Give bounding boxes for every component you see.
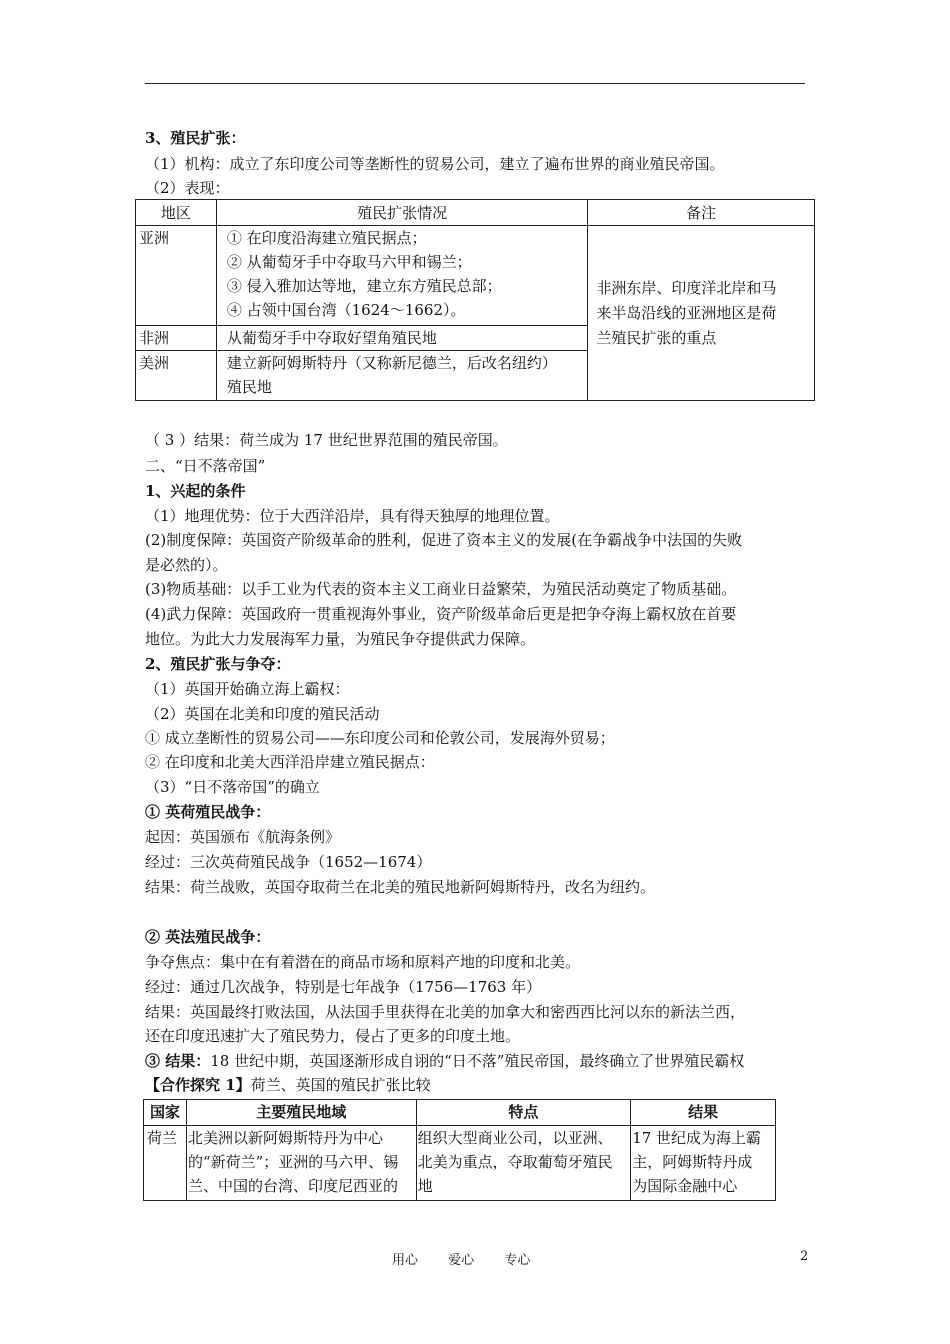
list-item: ④ 占领中国台湾（1624～1662）。 <box>226 301 466 319</box>
paragraph: ② 在印度和北美大西洋沿岸建立殖民据点： <box>145 753 435 771</box>
table-header: 殖民扩张情况 <box>216 200 587 226</box>
paragraph: ① 成立垄断性的贸易公司——东印度公司和伦敦公司，发展海外贸易； <box>145 729 615 747</box>
paragraph: （1）英国开始确立海上霸权： <box>145 680 350 698</box>
paragraph: 经过：三次英荷殖民战争（1652—1674） <box>145 853 432 871</box>
region-cell: 亚洲 <box>136 226 217 326</box>
cell-line: 兰、中国的台湾、印度尼西亚的 <box>187 1177 398 1195</box>
list-item: ② 从葡萄牙手中夺取马六甲和锡兰； <box>226 253 472 271</box>
cell-line: 北美为重点，夺取葡萄牙殖民 <box>417 1153 613 1171</box>
paragraph: (2)制度保障：英国资产阶级革命的胜利，促进了资本主义的发展(在争霸战争中法国的失败 <box>145 531 743 549</box>
paragraph: （ 3 ）结果：荷兰成为 17 世纪世界范围的殖民帝国。 <box>145 431 508 449</box>
coop-label: 【合作探究 1】 <box>145 1076 251 1094</box>
cell-line: 地 <box>417 1177 433 1195</box>
footer-item: 专心 <box>504 1253 531 1268</box>
list-item: ③ 侵入雅加达等地，建立东方殖民总部； <box>226 277 502 295</box>
paragraph: 是必然的）。 <box>145 556 228 574</box>
expansion-cell <box>216 351 587 401</box>
paragraph <box>145 1075 431 1095</box>
note-cell <box>588 226 815 401</box>
paragraph: （2）英国在北美和印度的殖民活动 <box>145 705 380 723</box>
paragraph: （1）机构：成立了东印度公司等垄断性的贸易公司，建立了遍布世界的商业殖民帝国。 <box>145 155 725 173</box>
comparison-table <box>143 1099 776 1201</box>
paragraph: (4)武力保障：英国政府一贯重视海外事业，资产阶级革命后更是把争夺海上霸权放在首要 <box>145 605 737 623</box>
table-header: 备注 <box>588 200 815 226</box>
subsection-title: ① 英荷殖民战争： <box>145 803 271 821</box>
subsection-title: ② 英法殖民战争： <box>145 928 271 946</box>
table-cell <box>416 1126 631 1201</box>
cell-line: 主，阿姆斯特丹成 <box>632 1153 753 1171</box>
cell-line: 的“新荷兰”；亚洲的马六甲、锡 <box>187 1153 399 1171</box>
paragraph: （2）表现： <box>145 179 230 197</box>
header-rule <box>145 83 805 84</box>
note-line: 非洲东岸、印度洋北岸和马 <box>596 278 777 297</box>
cell-line: 北美洲以新阿姆斯特丹为中心 <box>187 1129 383 1147</box>
paragraph: 地位。为此大力发展海军力量，为殖民争夺提供武力保障。 <box>145 630 536 648</box>
note-line: 兰殖民扩张的重点 <box>596 328 717 347</box>
page-number: 2 <box>800 1249 809 1264</box>
result-text: 18 世纪中期，英国逐渐形成自诩的“日不落”殖民帝国，最终确立了世界殖民霸权 <box>210 1052 745 1070</box>
footer-item: 爱心 <box>448 1253 475 1268</box>
table-header: 国家 <box>144 1100 187 1126</box>
paragraph: (3)物质基础：以手工业为代表的资本主义工商业日益繁荣，为殖民活动奠定了物质基础。 <box>145 580 737 598</box>
section-heading: 3、殖民扩张： <box>145 129 246 147</box>
cell-line: 组织大型商业公司，以亚洲、 <box>417 1129 613 1147</box>
footer-motto <box>392 1249 556 1268</box>
section-title: 二、“日不落帝国” <box>145 457 266 475</box>
paragraph: 经过：通过几次战争，特别是七年战争（1756—1763 年） <box>145 978 542 996</box>
paragraph: 争夺焦点：集中在有着潜在的商品市场和原料产地的印度和北美。 <box>145 953 581 971</box>
region-cell: 非洲 <box>136 326 217 351</box>
paragraph: 结果：荷兰战败，英国夺取荷兰在北美的殖民地新阿姆斯特丹，改名为纽约。 <box>145 878 656 896</box>
table-cell: 荷兰 <box>144 1126 187 1201</box>
paragraph: （1）地理优势：位于大西洋沿岸，具有得天独厚的地理位置。 <box>145 507 560 525</box>
list-item: ① 在印度沿海建立殖民据点； <box>226 229 427 247</box>
table-header: 特点 <box>416 1100 631 1126</box>
table-header: 主要殖民地域 <box>186 1100 416 1126</box>
region-cell: 美洲 <box>136 351 217 401</box>
dutch-expansion-table <box>135 199 815 401</box>
paragraph: 起因：英国颁布《航海条例》 <box>145 828 341 846</box>
paragraph: （3）“日不落帝国”的确立 <box>145 778 320 796</box>
paragraph <box>145 1051 744 1071</box>
cell-line: 殖民地 <box>226 378 272 396</box>
section-heading: 1、兴起的条件 <box>145 482 246 500</box>
paragraph: 还在印度迅速扩大了殖民势力，侵占了更多的印度土地。 <box>145 1027 521 1045</box>
footer-item: 用心 <box>392 1253 419 1268</box>
expansion-cell <box>216 226 587 326</box>
cell-line: 17 世纪成为海上霸 <box>632 1129 762 1147</box>
section-heading: 2、殖民扩张与争夺： <box>145 655 291 673</box>
table-header: 结果 <box>631 1100 776 1126</box>
table-cell <box>631 1126 776 1201</box>
paragraph: 结果：英国最终打败法国，从法国手里获得在北美的加拿大和密西西比河以东的新法兰西， <box>145 1003 746 1021</box>
result-label: ③ 结果： <box>145 1052 211 1070</box>
cell-line: 为国际金融中心 <box>632 1177 738 1195</box>
note-line: 来半岛沿线的亚洲地区是荷 <box>596 303 777 322</box>
table-header: 地区 <box>136 200 217 226</box>
table-cell <box>186 1126 416 1201</box>
coop-text: 荷兰、英国的殖民扩张比较 <box>250 1076 431 1094</box>
expansion-cell: 从葡萄牙手中夺取好望角殖民地 <box>216 326 587 351</box>
cell-line: 建立新阿姆斯特丹（又称新尼德兰，后改名纽约） <box>226 354 557 372</box>
